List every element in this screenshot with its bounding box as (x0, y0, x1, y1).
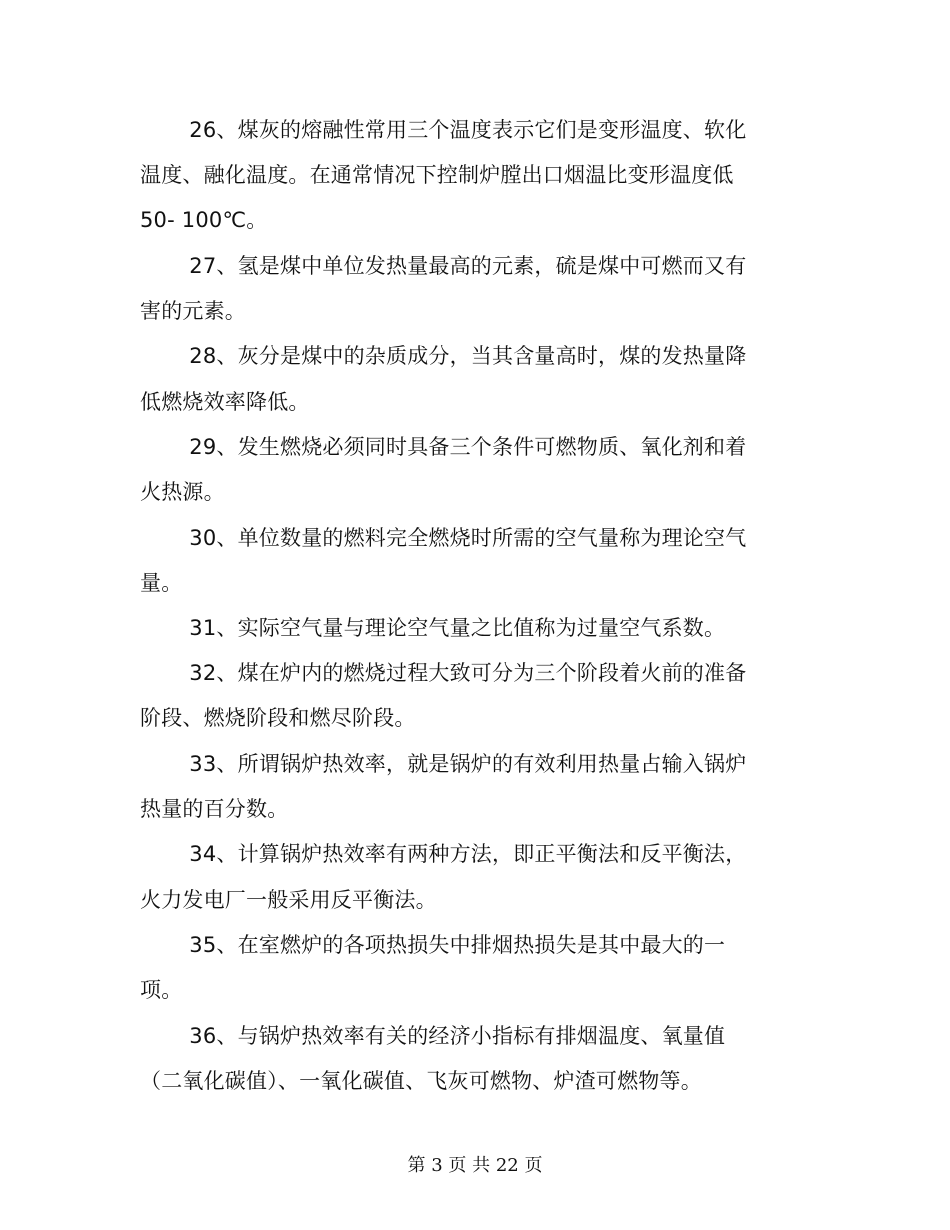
text-line: 低燃烧效率降低。 (140, 390, 310, 414)
text-line: 36、与锅炉热效率有关的经济小指标有排烟温度、氧量值 (140, 1024, 726, 1048)
text-line: 29、发生燃烧必须同时具备三个条件可燃物质、氧化剂和着 (140, 435, 747, 459)
text-line: 31、实际空气量与理论空气量之比值称为过量空气系数。 (140, 616, 726, 640)
text-line: 害的元素。 (140, 299, 246, 323)
text-line: 热量的百分数。 (140, 797, 289, 821)
text-line: 火力发电厂一般采用反平衡法。 (140, 888, 437, 912)
text-line: 温度、融化温度。在通常情况下控制炉膛出口烟温比变形温度低 (140, 163, 734, 187)
text-line: 阶段、燃烧阶段和燃尽阶段。 (140, 706, 416, 730)
text-line: 32、煤在炉内的燃烧过程大致可分为三个阶段着火前的准备 (140, 661, 747, 685)
text-line: 33、所谓锅炉热效率，就是锅炉的有效利用热量占输入锅炉 (140, 752, 747, 776)
text-line: 50- 100℃。 (140, 208, 268, 232)
page-number-footer: 第 3 页 共 22 页 (407, 1155, 543, 1176)
text-line: 34、计算锅炉热效率有两种方法，即正平衡法和反平衡法， (140, 842, 747, 866)
text-line: （二氧化碳值）、一氧化碳值、飞灰可燃物、炉渣可燃物等。 (140, 1069, 702, 1093)
text-line: 26、煤灰的熔融性常用三个温度表示它们是变形温度、软化 (140, 118, 747, 142)
text-line: 量。 (140, 571, 183, 595)
text-line: 27、氢是煤中单位发热量最高的元素，硫是煤中可燃而又有 (140, 254, 747, 278)
text-line: 35、在室燃炉的各项热损失中排烟热损失是其中最大的一 (140, 933, 726, 957)
text-line: 项。 (140, 978, 183, 1002)
text-line: 火热源。 (140, 480, 225, 504)
text-line: 30、单位数量的燃料完全燃烧时所需的空气量称为理论空气 (140, 526, 747, 550)
text-line: 28、灰分是煤中的杂质成分，当其含量高时，煤的发热量降 (140, 344, 747, 368)
